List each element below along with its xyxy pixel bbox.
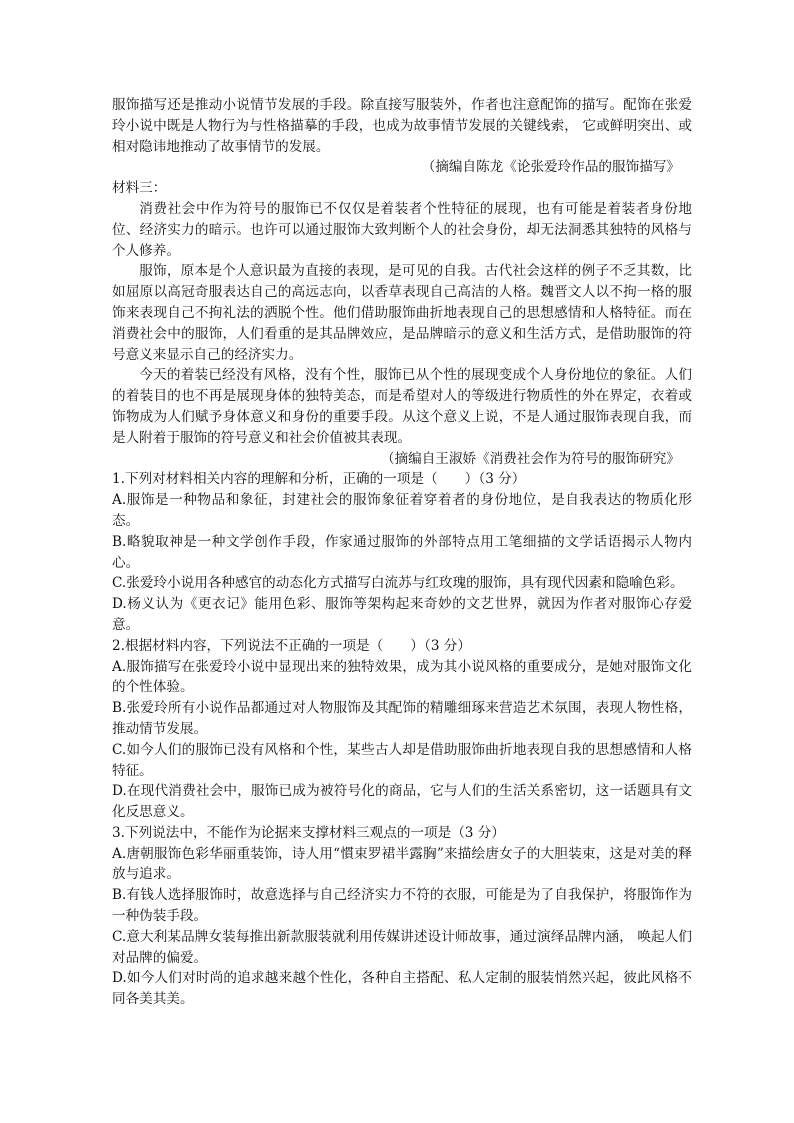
question-3-option-a: A.唐朝服饰色彩华丽重装饰，诗人用“慣束罗裙半露胸”来描绘唐女子的大胆装束，这是对美的释放与追求。 [112,845,692,883]
material-3-heading: 材料三： [112,180,167,197]
document-content [112,95,692,1010]
question-2-option-a: A.服饰描写在张爱玲小说中显现出来的独特效果，成为其小说风格的重要成分，是她对服饰文化的个性体验。 [112,658,692,696]
question-3-option-d: D.如今人们对时尚的追求越来越个性化，各种自主搭配、私人定制的服装悄然兴起，彼此风格不同各美其美。 [112,970,692,1008]
question-2-option-c: C.如今人们的服饰已没有风格和个性，某些古人却是借助服饰曲折地表现自我的思想感情和人格特征。 [112,741,692,779]
question-3-stem: 3.下列说法中，不能作为论据来支撑材料三观点的一项是（3 分） [112,824,505,841]
question-3-option-c: C.意大利某品牌女装每推出新款服装就利用传媒讲述设计师故事，通过演绎品牌内涵， 唤起人们对品牌的偏爱。 [112,928,692,966]
question-1-stem: 1.下列对材料相关内容的理解和分析，正确的一项是（ ）（3 分） [112,471,526,488]
question-2-stem: 2.根据材料内容，下列说法不正确的一项是（ ）（3 分） [112,637,471,654]
question-1-option-a: A.服饰是一种物品和象征，封建社会的服饰象征着穿着者的身份地位，是自我表达的物质化形态。 [112,492,692,529]
question-2-option-b: B.张爱玲所有小说作品都通过对人物服饰及其配饰的精雕细琢来营造艺术氛围，表现人物性格，推动情节发展。 [112,700,692,737]
question-1-option-d: D.杨义认为《更衣记》能用色彩、服饰等架构起来奇妙的文艺世界，就因为作者对服饰心存爱意。 [112,596,692,633]
material-3-paragraph-2: 服饰，原本是个人意识最为直接的表现，是可见的自我。古代社会这样的例子不乏其数，比如屈原以高冠奇服表达自己的高远志向，以香草表现自己高洁的人格。魏晋文人以不拘一格的服饰来表现自己不拘礼法的洒脱个性。他们借助服饰曲折地表现自己的思想感情和人格特征。而在消费社会中的服饰，人们看重的是其品牌效应，是品牌暗示的意义和生活方式，是借助服饰的符号意义来显示自己的经济实力。 [112,263,692,363]
question-1-option-c: C.张爱玲小说用各种感官的动态化方式描写白流苏与红玫瑰的服饰，具有现代因素和隐喻色彩。 [112,575,684,592]
paragraph-top: 服饰描写还是推动小说情节发展的手段。除直接写服装外，作者也注意配饰的描写。配饰在张爱玲小说中既是人物行为与性格描摹的手段，也成为故事情节发展的关键线索， 它或鲜明突出、或相对隐讳地推动了故事情节的发展。 [112,97,692,155]
material-3-paragraph-3: 今天的着装已经没有风格，没有个性，服饰已从个性的展现变成个人身份地位的象征。人们的着装目的也不再是展现身体的独特美态，而是希望对人的等级进行物质性的外在界定，衣着或饰物成为人们赋予身体意义和身份的重要手段。从这个意义上说，不是人通过服饰表现自我，而是人附着于服饰的符号意义和社会价值被其表现。 [112,367,692,446]
material-3-paragraph-1: 消费社会中作为符号的服饰已不仅仅是着装者个性特征的展现，也有可能是着装者身份地位、经济实力的暗示。也许可以通过服饰大致判断个人的社会身份，却无法洞悉其独特的风格与个人修养。 [112,200,692,259]
source-citation-wangshujiao: （摘编自王淑娇《消费社会作为符号的服饰研究》 [380,450,680,467]
question-3-option-b: B.有钱人选择服饰时，故意选择与自己经济实力不符的衣服，可能是为了自我保护，将服饰作为一种伪装手段。 [112,887,692,925]
question-1-option-b: B.略貌取神是一种文学创作手段，作家通过服饰的外部特点用工笔细描的文学话语揭示人物内心。 [112,533,692,571]
question-2-option-d: D.在现代消费社会中，服饰已成为被符号化的商品，它与人们的生活关系密切，这一话题具有文化反思意义。 [112,783,692,821]
source-citation-chenlong: （摘编自陈龙《论张爱玲作品的服饰描写》 [421,159,680,176]
